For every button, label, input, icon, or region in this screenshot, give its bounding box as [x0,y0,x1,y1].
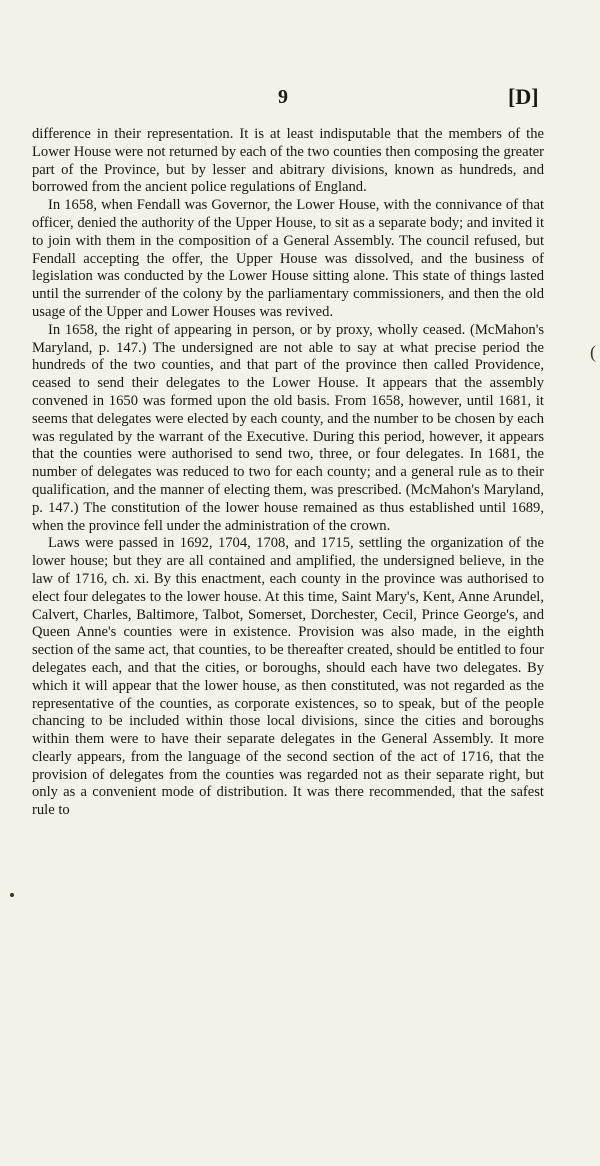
margin-ink-dot [10,893,14,897]
page-header [0,78,600,114]
paragraph-continued: difference in their representation. It is at least indisputable that the members of the Lower House were not returned by each of the two counties then composing the greater part of the Province, but by lesser and abitrary divisions, known as hundreds, and borrowed from the ancient police regulations of England. [32,126,544,196]
paragraph: Laws were passed in 1692, 1704, 1708, and 1715, settling the organization of the lower house; but they are all contained and amplified, the undersigned believe, in the law of 1716, ch. xi. By this enactment, each county in the province was authorised to elect four delegates to the lower house. At this time, Saint Mary's, Kent, Anne Arundel, Calvert, Charles, Baltimore, Talbot, Somerset, Dorchester, Cecil, Prince George's, and Queen Anne's counties were in existence. Provision was also made, in the eighth section of the same act, that counties, to be thereafter created, should be entitled to four delegates each, and that the cities, or boroughs, should each have two delegates. By which it will appear that the lower house, as then constituted, was not regarded as the representative of the counties, as corporate existences, so to speak, but of the people chancing to be included within those local divisions, since the cities and boroughs within them were to have their separate delegates in the General Assembly. It more clearly appears, from the language of the second section of the act of 1716, that the provision of delegates from the counties was regarded not as their separate right, but only as a convenient mode of distribution. It was there recommended, that the safest rule to [32,535,544,819]
margin-bracket-mark: ( [590,342,596,362]
signature-mark: [D] [508,84,539,109]
page-number: 9 [278,86,289,108]
body-text [32,126,544,820]
paragraph: In 1658, when Fendall was Governor, the Lower House, with the connivance of that officer, denied the authority of the Upper House, to sit as a separate body; and invited it to join with them in the composition of a General Assembly. The council refused, but Fendall accepting the offer, the Upper House was dissolved, and the business of legislation was conducted by the Lower House sitting alone. This state of things lasted until the surrender of the colony by the parliamentary commissioners, and then the old usage of the Upper and Lower Houses was revived. [32,197,544,320]
paragraph: In 1658, the right of appearing in person, or by proxy, wholly ceased. (McMahon's Maryland, p. 147.) The undersigned are not able to say at what precise period the hundreds of the two counties, and that part of the province then called Providence, ceased to send their delegates to the Lower House. It appears that the assembly convened in 1650 was formed upon the old basis. From 1658, however, until 1681, it seems that delegates were elected by each county, and the number to be chosen by each was regulated by the warrant of the Executive. During this period, however, it appears that the counties were authorised to send two, three, or four delegates. In 1681, the number of delegates was reduced to two for each county; and a general rule as to their qualification, and the manner of electing them, was prescribed. (McMahon's Maryland, p. 147.) The constitution of the lower house remained as thus established until 1689, when the province fell under the administration of the crown. [32,321,544,534]
